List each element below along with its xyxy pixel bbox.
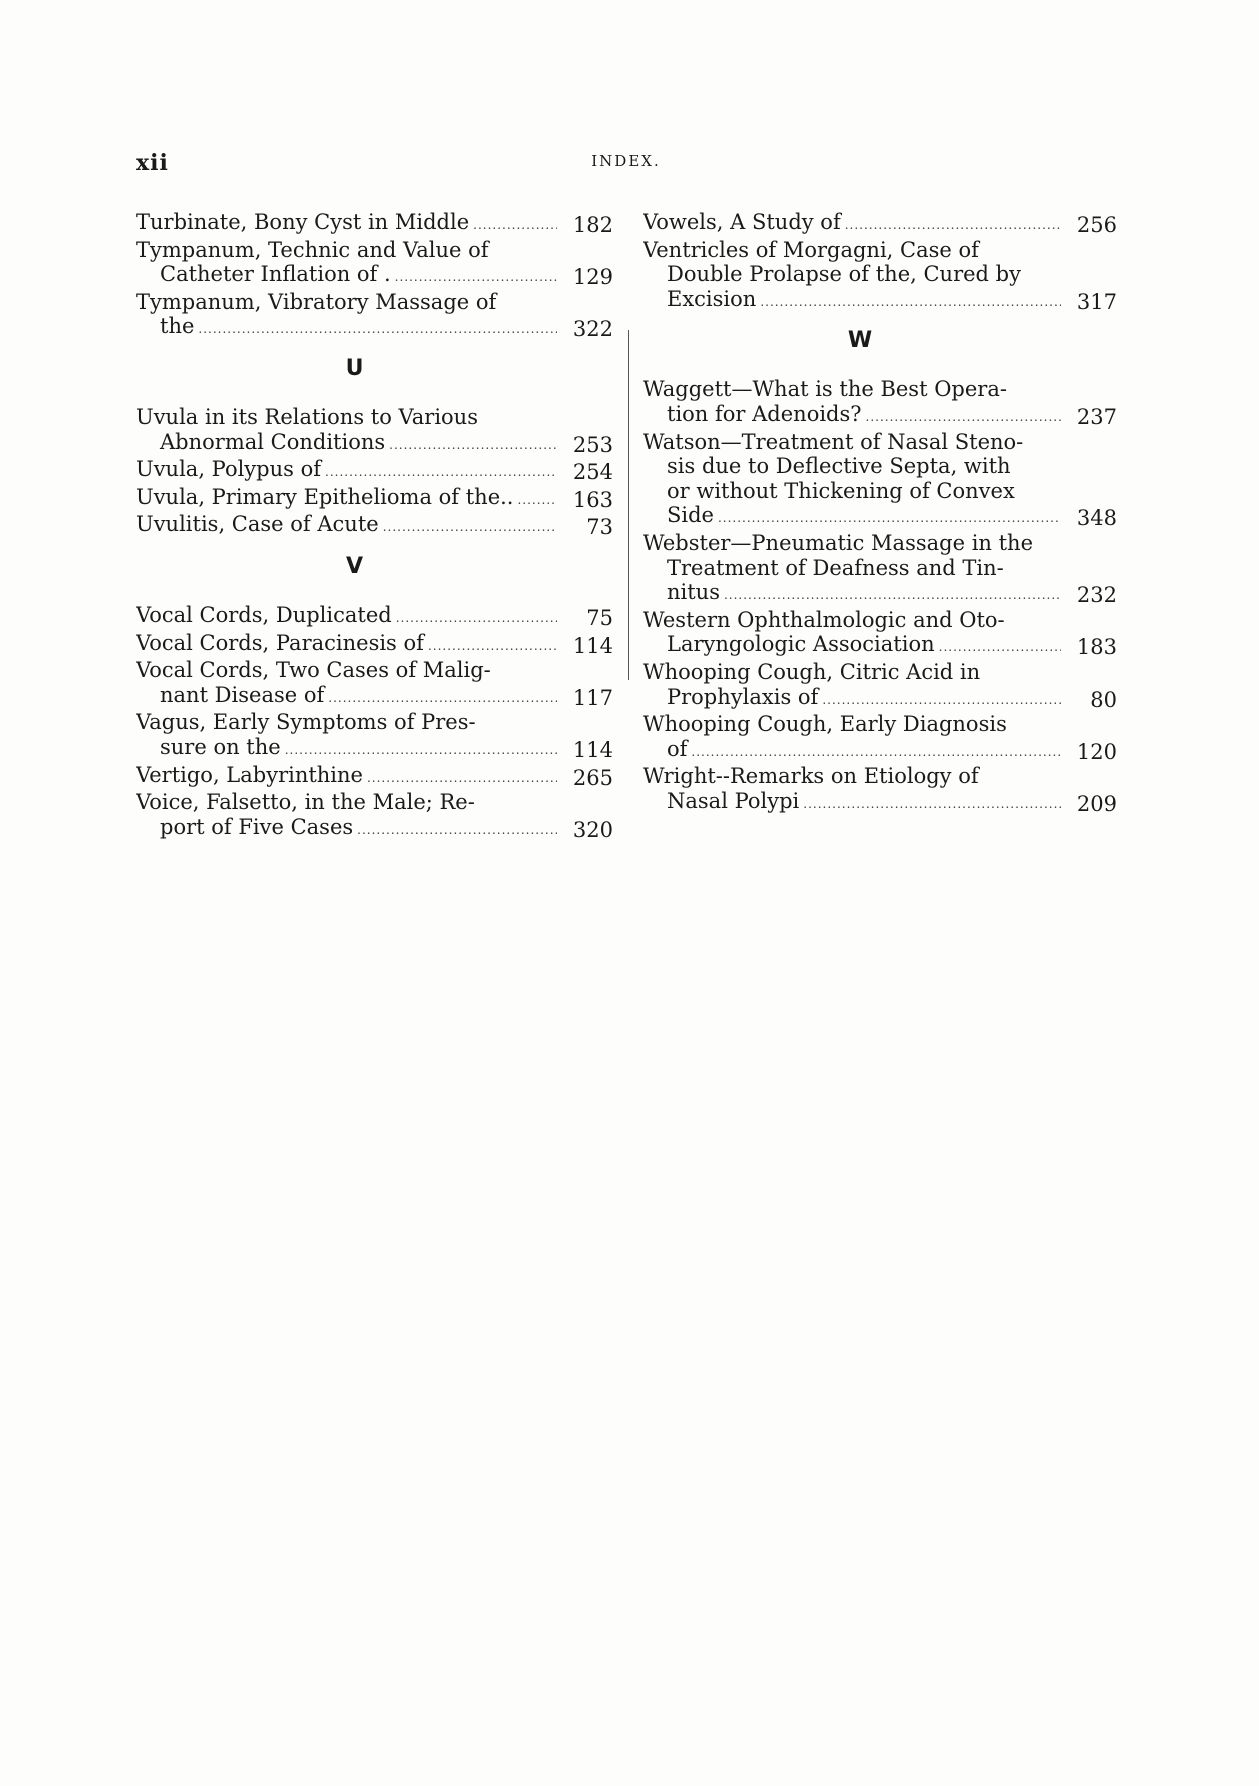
index-entry (136, 631, 613, 659)
page-ref: 232 (1076, 583, 1117, 608)
index-entry (643, 430, 1117, 531)
index-entry (136, 603, 613, 631)
entry-text-line: Abnormal Conditions (160, 429, 386, 454)
dot-leader (803, 792, 1061, 817)
dot-leader (760, 290, 1061, 315)
entry-text-line: Voice, Falsetto, in the Male; Re- (136, 790, 475, 815)
page-number: xii (136, 150, 169, 176)
dot-leader (395, 265, 557, 290)
dot-leader (517, 488, 557, 513)
entry-text-line: Western Ophthalmologic and Oto- (643, 607, 1005, 632)
entry-text-line: Excision (667, 286, 757, 311)
index-entry (136, 790, 613, 842)
entry-text-line: Ventricles of Morgagni, Case of (643, 237, 979, 262)
index-entry (136, 512, 613, 540)
dot-leader (939, 635, 1061, 660)
entry-text-line: Whooping Cough, Early Diagnosis (643, 712, 1007, 737)
index-column-left (136, 210, 613, 842)
index-entry (136, 658, 613, 710)
page-ref: 254 (572, 460, 613, 485)
entry-text-line: Uvulitis, Case of Acute (136, 512, 379, 537)
dot-leader (866, 405, 1061, 430)
running-title: INDEX. (591, 152, 661, 170)
page-ref: 253 (572, 432, 613, 457)
entry-text-line: port of Five Cases (160, 814, 354, 839)
dot-leader (383, 515, 557, 540)
index-entry (643, 377, 1117, 429)
page-ref: 348 (1076, 506, 1117, 531)
dot-leader (328, 686, 557, 711)
entry-text-line: Watson—Treatment of Nasal Steno- (643, 429, 1024, 454)
page-ref: 73 (586, 515, 613, 540)
page-ref: 317 (1076, 289, 1117, 314)
dot-leader (198, 317, 557, 342)
dot-leader (822, 688, 1061, 713)
section-letter-w: W (847, 328, 873, 354)
entry-text-line: Tympanum, Vibratory Massage of (136, 289, 497, 314)
entry-text-line: Wright--Remarks on Etiology of (643, 764, 979, 789)
page-header (136, 150, 1116, 180)
entry-text-line: Laryngologic Association (667, 632, 935, 657)
entry-text-line: Uvula, Primary Epithelioma of the.. (136, 484, 514, 509)
index-entry (136, 710, 613, 762)
entry-text-line: sis due to Deflective Septa, with (667, 454, 1011, 479)
entry-text-line: Uvula, Polypus of (136, 457, 322, 482)
entry-text-line: the (160, 314, 195, 339)
section-letter-u: U (345, 355, 364, 381)
entry-text-line: Uvula in its Relations to Various (136, 404, 478, 429)
page-ref: 129 (572, 265, 613, 290)
index-entry (643, 238, 1117, 315)
entry-text-line: tion for Adenoids? (667, 401, 862, 426)
index-entry (643, 764, 1117, 816)
page-ref: 237 (1076, 404, 1117, 429)
page-ref: 320 (572, 817, 613, 842)
dot-leader (718, 506, 1061, 531)
entry-text-line: Tympanum, Technic and Value of (136, 237, 489, 262)
section-letter-v: V (345, 553, 364, 579)
index-entry (643, 712, 1117, 764)
entry-text-line: sure on the (160, 734, 281, 759)
page-ref: 256 (1076, 213, 1117, 237)
entry-text-line: Waggett—What is the Best Opera- (643, 377, 1007, 402)
page-ref: 120 (1076, 739, 1117, 764)
dot-leader (285, 738, 557, 763)
entry-text-line: Turbinate, Bony Cyst in Middle (136, 210, 470, 234)
page-ref: 183 (1076, 635, 1117, 660)
entry-text-line: Catheter Inflation of . (160, 262, 391, 287)
dot-leader (396, 606, 557, 631)
page-ref: 182 (572, 213, 613, 237)
dot-leader (357, 818, 557, 843)
entry-text-line: nant Disease of (160, 682, 325, 707)
entry-text-line: Vocal Cords, Duplicated (136, 602, 392, 627)
index-entry (136, 405, 613, 457)
entry-text-line: Side (667, 503, 714, 528)
entry-text-line: Prophylaxis of (667, 684, 819, 709)
entry-text-line: Vertigo, Labyrinthine (136, 762, 363, 787)
index-entry (136, 485, 613, 513)
index-entry (643, 608, 1117, 660)
dot-leader (389, 433, 557, 458)
entry-text-line: Nasal Polypi (667, 788, 800, 813)
dot-leader (367, 766, 557, 791)
index-entry (136, 457, 613, 485)
index-entry (643, 660, 1117, 712)
entry-text-line: of (667, 736, 688, 761)
entry-text-line: Vowels, A Study of (643, 210, 841, 234)
index-entry (643, 531, 1117, 608)
entry-text-line: Treatment of Deafness and Tin- (667, 555, 1004, 580)
page-ref: 114 (572, 737, 613, 762)
entry-text-line: Vocal Cords, Two Cases of Malig- (136, 658, 491, 683)
page-ref: 163 (572, 487, 613, 512)
index-entry (136, 210, 613, 238)
entry-text-line: Vocal Cords, Paracinesis of (136, 630, 424, 655)
page-ref: 114 (572, 633, 613, 658)
dot-leader (691, 740, 1061, 765)
column-divider (628, 330, 629, 680)
page-ref: 209 (1076, 791, 1117, 816)
dot-leader (428, 634, 557, 659)
index-entry (136, 290, 613, 342)
entry-text-line: or without Thickening of Convex (667, 478, 1015, 503)
index-column-right (643, 210, 1117, 816)
index-entry (643, 210, 1117, 238)
entry-text-line: nitus (667, 580, 720, 605)
page-ref: 265 (572, 765, 613, 790)
entry-text-line: Whooping Cough, Citric Acid in (643, 659, 981, 684)
entry-text-line: Double Prolapse of the, Cured by (667, 262, 1021, 287)
index-entry (136, 763, 613, 791)
dot-leader (724, 583, 1061, 608)
dot-leader (845, 213, 1061, 238)
dot-leader (325, 460, 557, 485)
page-ref: 80 (1090, 687, 1117, 712)
entry-text-line: Webster—Pneumatic Massage in the (643, 530, 1034, 555)
page-ref: 322 (572, 317, 613, 342)
index-entry (136, 238, 613, 290)
page-ref: 75 (586, 605, 613, 630)
entry-text-line: Vagus, Early Symptoms of Pres- (136, 710, 476, 735)
dot-leader (473, 213, 557, 238)
page-ref: 117 (572, 685, 613, 710)
